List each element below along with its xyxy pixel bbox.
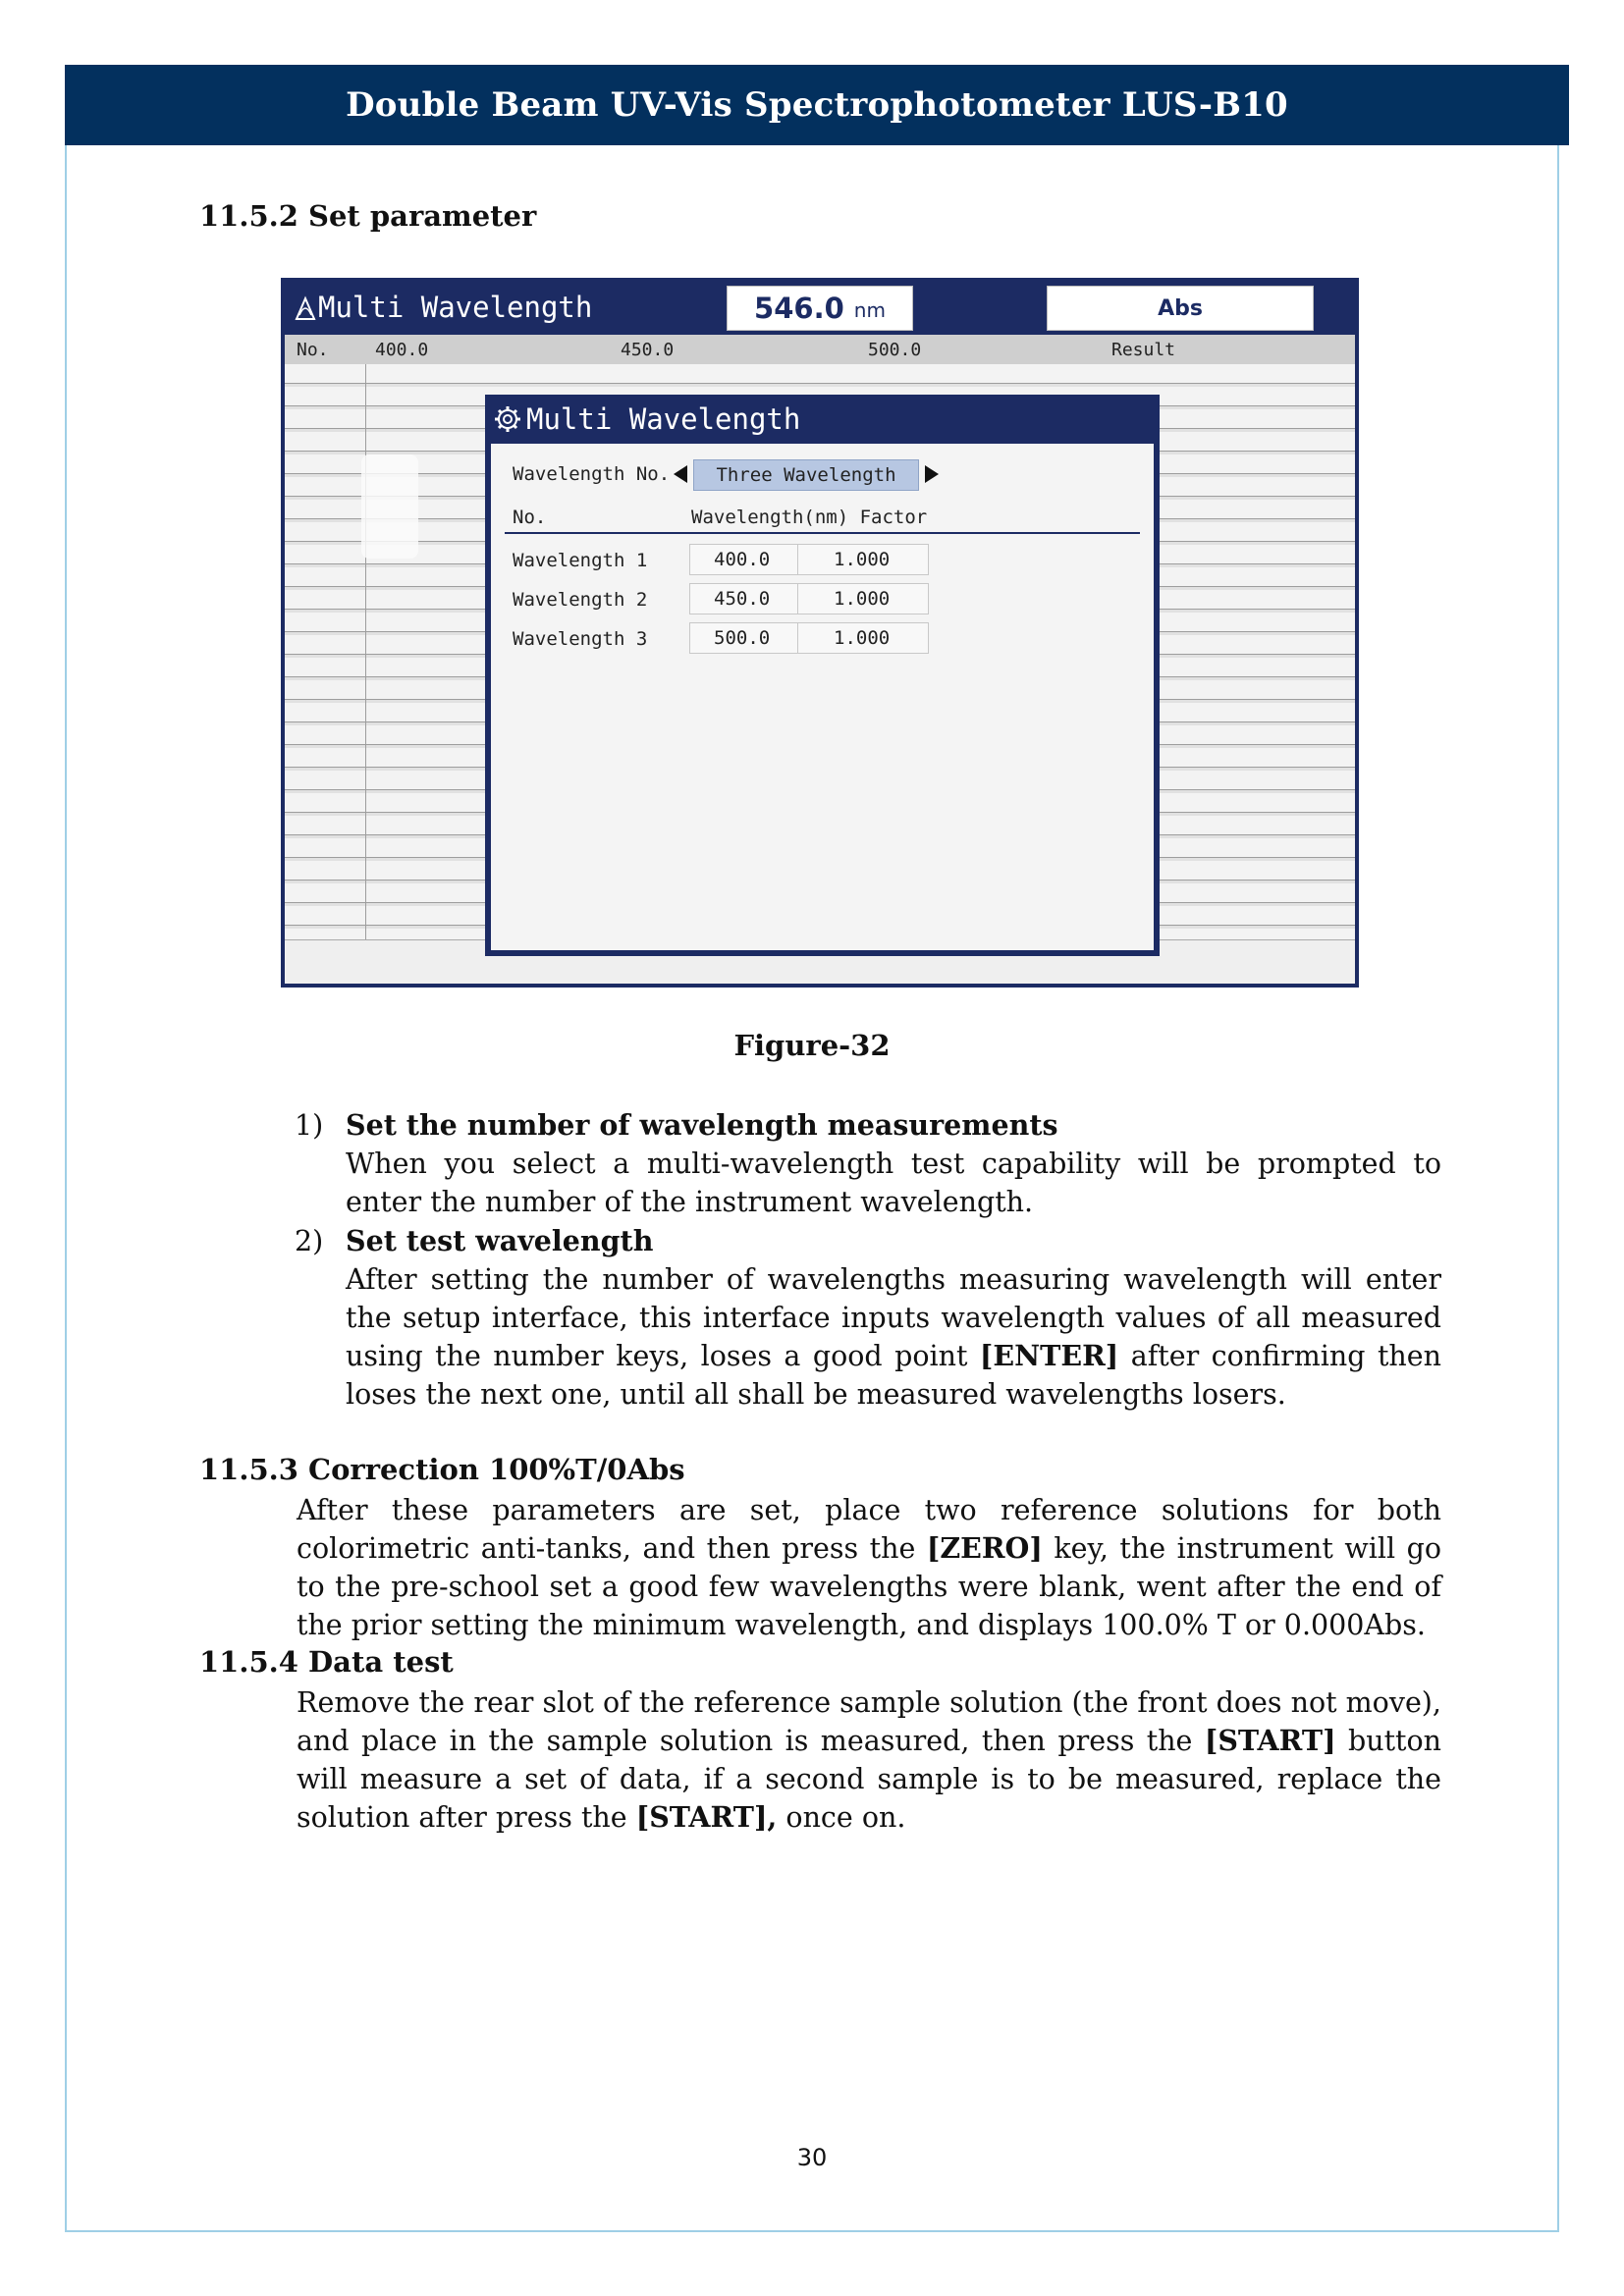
correction-body xyxy=(297,1491,1441,1644)
device-screen xyxy=(285,282,1355,984)
factor-input[interactable]: 1.000 xyxy=(797,583,929,614)
key-start: [START], xyxy=(635,1800,778,1834)
wavelength-value: 546.0 xyxy=(754,292,844,325)
wavelength-input[interactable]: 500.0 xyxy=(689,622,817,654)
factor-input[interactable]: 1.000 xyxy=(797,622,929,654)
wavelength-count-select[interactable] xyxy=(693,459,919,491)
wavelength-display xyxy=(727,286,913,331)
dialog-title-bar xyxy=(493,402,800,436)
text-run: once on. xyxy=(777,1801,906,1834)
section-heading-correction: 11.5.3 Correction 100%T/0Abs xyxy=(199,1453,685,1486)
wavelength-row-label: Wavelength 1 xyxy=(513,550,648,571)
dialog-title: Multi Wavelength xyxy=(526,402,801,436)
text-run: After setting the number of wavelengths measuring wavelength will enter the setup interface, this interface inputs wavelength values of all measured using the number keys, loses a good point xyxy=(346,1263,1441,1372)
key-zero: [ZERO] xyxy=(926,1531,1043,1565)
figure-caption: Figure-32 xyxy=(733,1029,891,1062)
document-header xyxy=(65,65,1569,145)
text-run: key, the instrument will go to the pre-school set a good few wavelengths were blank, went after the end of the prior setting the minimum wavelength, and displays 100.0% T or 0.000Abs. xyxy=(297,1532,1441,1641)
wavelength-unit: nm xyxy=(853,298,886,322)
step-title: Set test wavelength xyxy=(346,1224,654,1257)
wavelength-no-label: Wavelength No. xyxy=(513,463,671,485)
step-body: When you select a multi-wavelength test capability will be prompted to enter the number of the instrument wavelength. xyxy=(346,1148,1441,1218)
wavelength-count-value: Three Wavelength xyxy=(716,464,896,486)
wavelength-row-label: Wavelength 2 xyxy=(513,589,648,611)
step-number: 2) xyxy=(295,1225,324,1257)
column-500: 500.0 xyxy=(868,340,922,360)
table-header-divider xyxy=(505,532,1140,534)
multi-wavelength-dialog xyxy=(485,395,1160,956)
page-number: 30 xyxy=(796,2144,828,2171)
text-run: Remove the rear slot of the reference sample solution (the front does not move), and place in the sample solution is measured, then press the xyxy=(297,1686,1441,1757)
text-run: After these parameters are set, place two reference solutions for both colorimetric anti-tanks, and then press the xyxy=(297,1494,1441,1565)
table-header-wavelength-factor: Wavelength(nm) Factor xyxy=(691,507,928,528)
column-no: No. xyxy=(297,340,329,360)
spectrum-logo-icon xyxy=(295,295,316,321)
text-run: after confirming then loses the next one, until all shall be measured wavelengths losers. xyxy=(346,1340,1442,1411)
wavelength-input[interactable]: 400.0 xyxy=(689,544,817,575)
background-app-icon xyxy=(361,454,418,559)
table-header-no: No. xyxy=(513,507,547,528)
section-heading-data-test: 11.5.4 Data test xyxy=(199,1645,454,1679)
device-title: Multi Wavelength xyxy=(318,291,593,324)
step-title: Set the number of wavelength measurements xyxy=(346,1108,1058,1142)
arrow-left-icon[interactable] xyxy=(674,465,687,483)
factor-input[interactable]: 1.000 xyxy=(797,544,929,575)
text-run: button will measure a set of data, if a second sample is to be measured, replace the solution after press the xyxy=(297,1725,1442,1834)
column-result: Result xyxy=(1111,340,1176,360)
device-screenshot xyxy=(281,278,1359,988)
gear-icon xyxy=(493,404,522,434)
wavelength-input[interactable]: 450.0 xyxy=(689,583,817,614)
wavelength-row-label: Wavelength 3 xyxy=(513,628,648,650)
column-400: 400.0 xyxy=(375,340,429,360)
device-title-bar xyxy=(285,282,1355,335)
device-column-header xyxy=(285,335,1355,364)
key-start: [START] xyxy=(1204,1724,1336,1757)
measure-mode: Abs xyxy=(1158,295,1203,321)
column-450: 450.0 xyxy=(621,340,675,360)
step-number: 1) xyxy=(295,1109,324,1142)
dialog-body xyxy=(491,444,1154,950)
section-heading-set-parameter: 11.5.2 Set parameter xyxy=(199,199,537,233)
measure-mode-display xyxy=(1047,286,1314,331)
arrow-right-icon[interactable] xyxy=(925,465,939,483)
data-test-body xyxy=(297,1683,1441,1837)
step-body xyxy=(346,1260,1441,1414)
document-title: Double Beam UV-Vis Spectrophotometer LUS-B10 xyxy=(346,85,1288,125)
key-enter: [ENTER] xyxy=(979,1339,1119,1372)
